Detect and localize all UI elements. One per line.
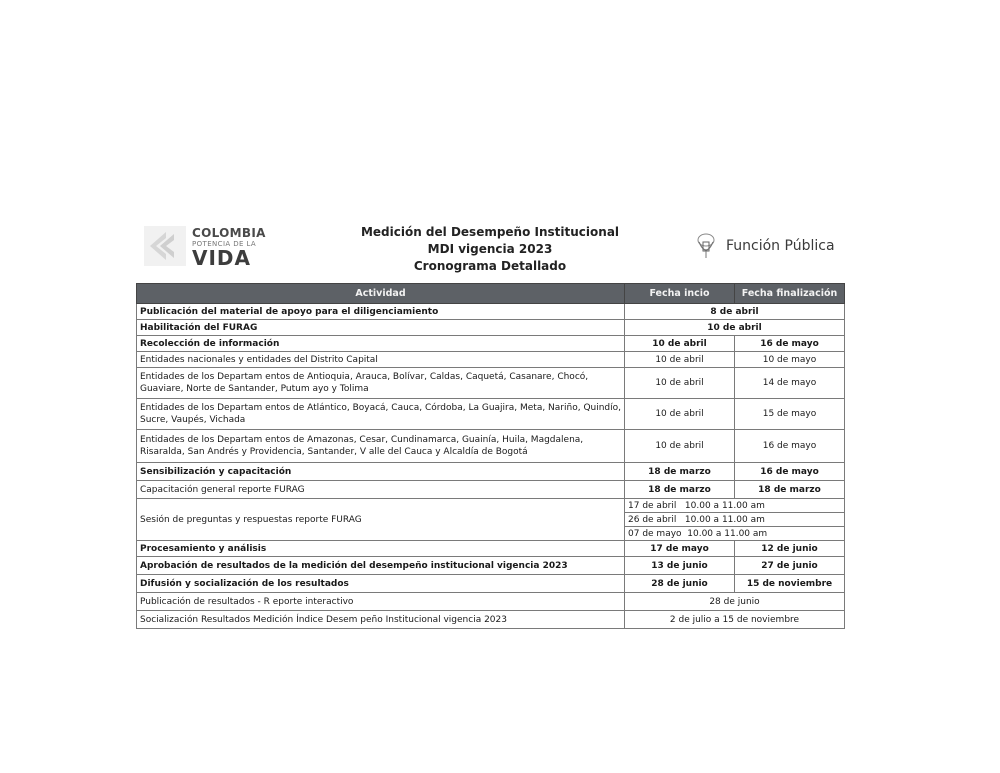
activity-cell: Capacitación general reporte FURAG — [137, 481, 625, 499]
date-merged-cell: 28 de junio — [625, 593, 845, 611]
start-date-cell: 10 de abril — [625, 336, 735, 352]
end-date-cell: 14 de mayo — [735, 368, 845, 399]
start-date-cell: 18 de marzo — [625, 463, 735, 481]
activity-cell: Entidades de los Departam entos de Antioquia, Arauca, Bolívar, Caldas, Caquetá, Casanare, Chocó, Guaviare, Norte de Santander, Putum ayo y Tolima — [137, 368, 625, 399]
end-date-cell: 15 de noviembre — [735, 575, 845, 593]
table-header-row — [137, 284, 845, 304]
date-merged-cell: 8 de abril — [625, 304, 845, 320]
table-row — [137, 481, 845, 499]
header-start: Fecha incio — [625, 284, 735, 304]
coat-of-arms-icon — [694, 232, 718, 260]
table-row — [137, 593, 845, 611]
funcion-publica-logo — [694, 232, 854, 262]
activity-cell: Habilitación del FURAG — [137, 320, 625, 336]
session-cell: 07 de mayo 10.00 a 11.00 am — [625, 527, 845, 541]
table-row — [137, 463, 845, 481]
table-row — [137, 557, 845, 575]
start-date-cell: 17 de mayo — [625, 541, 735, 557]
schedule-table — [136, 283, 845, 629]
table-row — [137, 399, 845, 430]
activity-cell: Entidades nacionales y entidades del Distrito Capital — [137, 352, 625, 368]
date-merged-cell: 2 de julio a 15 de noviembre — [625, 611, 845, 629]
activity-cell: Socialización Resultados Medición Índice Desem peño Institucional vigencia 2023 — [137, 611, 625, 629]
start-date-cell: 10 de abril — [625, 368, 735, 399]
activity-cell: Entidades de los Departam entos de Amazonas, Cesar, Cundinamarca, Guainía, Huila, Magdalena, Risaralda, San Andrés y Providencia, Santander, V alle del Cauca y Alcaldía de Bogotá — [137, 430, 625, 463]
table-row — [137, 352, 845, 368]
title-line-2: MDI vigencia 2023 — [427, 242, 553, 256]
document-title — [340, 224, 640, 275]
activity-cell: Procesamiento y análisis — [137, 541, 625, 557]
end-date-cell: 12 de junio — [735, 541, 845, 557]
start-date-cell: 10 de abril — [625, 352, 735, 368]
activity-cell: Recolección de información — [137, 336, 625, 352]
table-row — [137, 575, 845, 593]
logo-line-1: COLOMBIA — [192, 226, 266, 240]
activity-cell: Sesión de preguntas y respuestas reporte FURAG — [137, 499, 625, 541]
session-cell: 26 de abril 10.00 a 11.00 am — [625, 513, 845, 527]
header-end: Fecha finalización — [735, 284, 845, 304]
session-cell: 17 de abril 10.00 a 11.00 am — [625, 499, 845, 513]
start-date-cell: 28 de junio — [625, 575, 735, 593]
header-activity: Actividad — [137, 284, 625, 304]
end-date-cell: 16 de mayo — [735, 430, 845, 463]
colombia-swirl-icon — [144, 226, 186, 266]
end-date-cell: 15 de mayo — [735, 399, 845, 430]
title-line-3: Cronograma Detallado — [413, 259, 567, 273]
funcion-publica-name: Función Pública — [726, 238, 835, 254]
start-date-cell: 10 de abril — [625, 399, 735, 430]
activity-cell: Aprobación de resultados de la medición del desempeño institucional vigencia 2023 — [137, 557, 625, 575]
end-date-cell: 16 de mayo — [735, 463, 845, 481]
table-row — [137, 499, 845, 513]
table-row — [137, 336, 845, 352]
table-row — [137, 430, 845, 463]
end-date-cell: 18 de marzo — [735, 481, 845, 499]
date-merged-cell: 10 de abril — [625, 320, 845, 336]
activity-cell: Publicación de resultados - R eporte interactivo — [137, 593, 625, 611]
activity-cell: Publicación del material de apoyo para el diligenciamiento — [137, 304, 625, 320]
start-date-cell: 10 de abril — [625, 430, 735, 463]
table-row — [137, 541, 845, 557]
title-line-1: Medición del Desempeño Institucional — [360, 225, 620, 239]
colombia-logo — [144, 224, 264, 268]
end-date-cell: 16 de mayo — [735, 336, 845, 352]
table-row — [137, 320, 845, 336]
start-date-cell: 18 de marzo — [625, 481, 735, 499]
logo-line-2: POTENCIA DE LA — [192, 240, 257, 248]
end-date-cell: 10 de mayo — [735, 352, 845, 368]
activity-cell: Entidades de los Departam entos de Atlántico, Boyacá, Cauca, Córdoba, La Guajira, Meta, Nariño, Quindío, Sucre, Vaupés, Vichada — [137, 399, 625, 430]
start-date-cell: 13 de junio — [625, 557, 735, 575]
activity-cell: Difusión y socialización de los resultados — [137, 575, 625, 593]
table-row — [137, 611, 845, 629]
table-row — [137, 368, 845, 399]
table-row — [137, 304, 845, 320]
activity-cell: Sensibilización y capacitación — [137, 463, 625, 481]
logo-line-3: VIDA — [192, 246, 251, 270]
end-date-cell: 27 de junio — [735, 557, 845, 575]
